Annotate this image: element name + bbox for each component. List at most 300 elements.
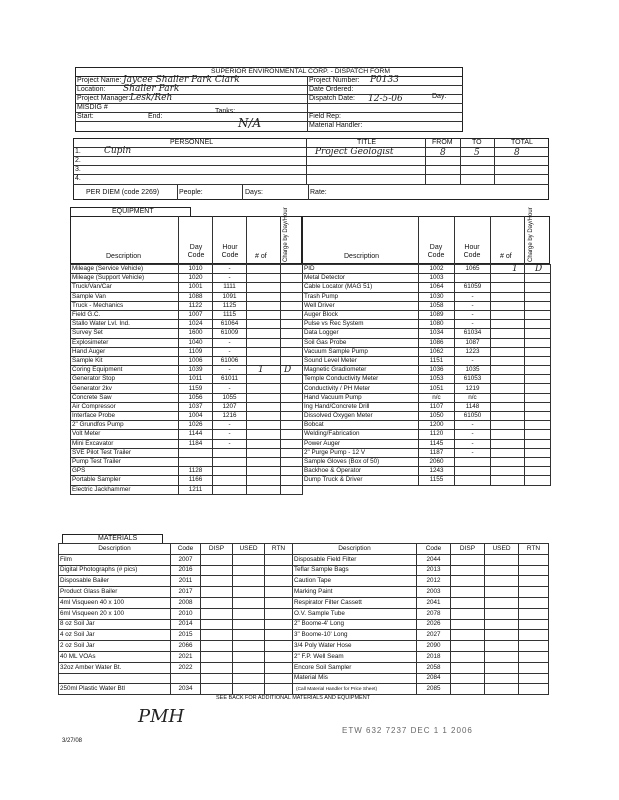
equipment-row: [303, 412, 551, 421]
equipment-day-code: n/c: [419, 393, 455, 402]
equipment-day-code: 1089: [419, 310, 455, 319]
equipment-charge-cell: [525, 448, 551, 457]
equipment-hour-code: 61006: [213, 356, 247, 365]
material-disp-cell: [451, 619, 485, 630]
equipment-count-cell: [247, 265, 281, 274]
equipment-description: Sample Van: [71, 292, 179, 301]
equip-mark-charge: D: [535, 264, 543, 274]
material-used-cell: [485, 641, 519, 652]
equipment-hour-code: 61059: [455, 283, 491, 292]
equipment-row: [303, 366, 551, 375]
material-disp-cell: [201, 641, 233, 652]
materials-left-table: [58, 543, 293, 695]
label-dispatch-date: Dispatch Date:: [309, 95, 355, 102]
material-rtn-cell: [519, 554, 549, 565]
equipment-charge-cell: [525, 421, 551, 430]
equipment-count-cell: [491, 467, 525, 476]
value-project-name: Jaycee Shaller Park Clark: [123, 75, 240, 85]
value-project-manager: Lesk/Reh: [130, 93, 173, 103]
material-code: 2044: [417, 554, 451, 565]
equipment-day-code: 1155: [419, 476, 455, 485]
equipment-charge-cell: [525, 292, 551, 301]
material-row: [59, 662, 293, 673]
value-location: Shaller Park: [123, 84, 180, 94]
equipment-hour-code: -: [213, 421, 247, 430]
equipment-charge-cell: [281, 274, 303, 283]
material-rtn-cell: [265, 587, 293, 598]
personnel-row-num: 2.: [75, 157, 81, 164]
equipment-count-cell: [247, 338, 281, 347]
materials-small-note: (Call Material Handler for Price Sheet): [296, 687, 378, 692]
equipment-day-code: 1107: [419, 402, 455, 411]
material-description: Disposable Field Filter: [293, 554, 417, 565]
equipment-row: [303, 421, 551, 430]
equipment-charge-cell: [281, 448, 303, 457]
equipment-charge-cell: [281, 329, 303, 338]
equipment-hour-code: 1216: [213, 412, 247, 421]
equipment-count-cell: [247, 292, 281, 301]
equipment-row: [303, 320, 551, 329]
material-used-cell: [233, 576, 265, 587]
equipment-description: Truck/Van/Car: [71, 283, 179, 292]
equipment-day-code: 1011: [179, 375, 213, 384]
equip-mark-num: 1: [258, 365, 264, 375]
mat-right-col-description: Description: [293, 544, 417, 555]
mat-left-col-used: USED: [233, 544, 265, 555]
equipment-hour-code: 1207: [213, 402, 247, 411]
material-row: [293, 651, 549, 662]
equipment-row: [303, 384, 551, 393]
material-rtn-cell: [519, 673, 549, 684]
personnel-col-total: TOTAL: [511, 139, 533, 146]
equipment-count-cell: [491, 439, 525, 448]
equipment-charge-cell: [525, 347, 551, 356]
equipment-hour-code: -: [213, 430, 247, 439]
equipment-description: Power Auger: [303, 439, 419, 448]
equipment-description: Pump Test Trailer: [71, 457, 179, 466]
value-dispatch-date: 12-5-06: [368, 94, 403, 104]
equipment-day-code: 1144: [179, 430, 213, 439]
material-code: 2034: [171, 684, 201, 695]
material-description: Caution Tape: [293, 576, 417, 587]
equipment-row: [71, 384, 303, 393]
equipment-count-cell: [491, 347, 525, 356]
equipment-count-cell: [247, 301, 281, 310]
material-code: 2058: [417, 662, 451, 673]
material-description: Product Glass Bailer: [59, 587, 171, 598]
material-description: 2" F.P. Well Seam: [293, 651, 417, 662]
personnel-row-total: 8: [514, 148, 520, 158]
personnel-col-from: FROM: [432, 139, 453, 146]
equipment-charge-cell: [281, 476, 303, 485]
equipment-description: Bobcat: [303, 421, 419, 430]
equipment-row: [303, 430, 551, 439]
equipment-description: Dump Truck & Driver: [303, 476, 419, 485]
equipment-row: [71, 356, 303, 365]
equipment-row: [71, 457, 303, 466]
equipment-row: [303, 402, 551, 411]
equipment-day-code: 1056: [179, 393, 213, 402]
personnel-row-to: 5: [474, 148, 480, 158]
equipment-hour-code: [213, 485, 247, 494]
personnel-row-num: 3.: [75, 166, 81, 173]
equipment-day-code: 1122: [179, 301, 213, 310]
equipment-description: Pulse vs Rec System: [303, 320, 419, 329]
equipment-row: [303, 457, 551, 466]
equipment-left-table: [70, 264, 303, 495]
material-description: 40 ML VOAs: [59, 651, 171, 662]
material-used-cell: [485, 554, 519, 565]
material-rtn-cell: [265, 651, 293, 662]
material-code: 2012: [417, 576, 451, 587]
personnel-col-to: TO: [472, 139, 482, 146]
equip-right-col-day: Day Code: [427, 244, 445, 259]
equipment-description: Generator 2kv: [71, 384, 179, 393]
equipment-row: [71, 283, 303, 292]
material-description: Encore Soil Sampler: [293, 662, 417, 673]
equipment-description: Auger Block: [303, 310, 419, 319]
equipment-day-code: 1600: [179, 329, 213, 338]
equipment-day-code: 1004: [179, 412, 213, 421]
equipment-hour-code: 1115: [213, 310, 247, 319]
equipment-hour-code: 1148: [455, 402, 491, 411]
equipment-row: [71, 310, 303, 319]
equipment-description: Soil Gas Probe: [303, 338, 419, 347]
equipment-day-code: 1166: [179, 476, 213, 485]
equipment-description: PID: [303, 265, 419, 274]
material-row: [59, 641, 293, 652]
personnel-row-num: 1.: [75, 148, 81, 155]
equipment-count-cell: [247, 476, 281, 485]
personnel-row-from: 8: [440, 148, 446, 158]
material-rtn-cell: [265, 630, 293, 641]
equipment-count-cell: [491, 329, 525, 338]
form-title: SUPERIOR ENVIRONMENTAL CORP. - DISPATCH FORM: [211, 68, 391, 75]
material-row: [293, 630, 549, 641]
equipment-count-cell: [247, 402, 281, 411]
equipment-row: [303, 283, 551, 292]
material-description: 8 oz Soil Jar: [59, 619, 171, 630]
label-start: Start:: [77, 113, 94, 120]
equipment-row: [71, 274, 303, 283]
equipment-description: Trash Pump: [303, 292, 419, 301]
label-project-name: Project Name:: [77, 77, 122, 84]
material-disp-cell: [201, 673, 233, 684]
equipment-row: [303, 356, 551, 365]
equipment-count-cell: [247, 375, 281, 384]
equipment-day-code: 1007: [179, 310, 213, 319]
material-description: [59, 673, 171, 684]
material-row: [293, 565, 549, 576]
material-row: [59, 673, 293, 684]
equipment-hour-code: -: [455, 301, 491, 310]
equipment-description: Portable Sampler: [71, 476, 179, 485]
material-row: [59, 651, 293, 662]
equipment-description: SVE Pilot Test Trailer: [71, 448, 179, 457]
material-row: [293, 608, 549, 619]
equipment-charge-cell: [281, 292, 303, 301]
label-tanks: Tanks:: [215, 108, 236, 115]
material-description: Material Mis: [293, 673, 417, 684]
mat-left-col-rtn: RTN: [265, 544, 293, 555]
equipment-charge-cell: [281, 412, 303, 421]
equipment-day-code: 1159: [179, 384, 213, 393]
equipment-count-cell: [491, 366, 525, 375]
equipment-description: Concrete Saw: [71, 393, 179, 402]
equipment-description: 2" Grundfos Pump: [71, 421, 179, 430]
material-description: Film: [59, 554, 171, 565]
equipment-count-cell: [491, 301, 525, 310]
label-end: End:: [148, 113, 163, 120]
equipment-row: [71, 476, 303, 485]
equipment-charge-cell: [525, 356, 551, 365]
equipment-description: Electric Jackhammer: [71, 485, 179, 494]
equipment-charge-cell: [525, 366, 551, 375]
equipment-day-code: 1200: [419, 421, 455, 430]
equipment-description: Air Compressor: [71, 402, 179, 411]
equipment-hour-code: [213, 448, 247, 457]
equipment-row: [71, 467, 303, 476]
equipment-charge-cell: [281, 347, 303, 356]
equipment-day-code: 1053: [419, 375, 455, 384]
equipment-charge-cell: [525, 393, 551, 402]
material-disp-cell: [201, 554, 233, 565]
equipment-charge-cell: [525, 476, 551, 485]
equipment-hour-code: -: [455, 421, 491, 430]
equipment-charge-cell: [281, 467, 303, 476]
material-row: [293, 597, 549, 608]
equipment-hour-code: -: [455, 448, 491, 457]
perdiem-people-label: People:: [179, 189, 203, 196]
equipment-charge-cell: [281, 320, 303, 329]
equipment-description: Volt Meter: [71, 430, 179, 439]
material-code: 2041: [417, 597, 451, 608]
equipment-hour-code: [455, 476, 491, 485]
material-disp-cell: [201, 630, 233, 641]
equipment-count-cell: [247, 485, 281, 494]
equipment-charge-cell: [525, 375, 551, 384]
equipment-day-code: 1030: [419, 292, 455, 301]
equip-right-col-description: Description: [344, 253, 380, 260]
equipment-charge-cell: [525, 384, 551, 393]
equipment-day-code: 1051: [419, 384, 455, 393]
equipment-row: [303, 310, 551, 319]
equipment-description: Field G.C.: [71, 310, 179, 319]
equipment-charge-cell: [525, 457, 551, 466]
equipment-description: Mileage (Support Vehicle): [71, 274, 179, 283]
equipment-row: [71, 292, 303, 301]
material-code: 2026: [417, 619, 451, 630]
mat-left-col-disp: DISP: [201, 544, 233, 555]
personnel-row-title: Project Geologist: [315, 147, 394, 157]
equipment-row: [71, 347, 303, 356]
equipment-hour-code: [455, 274, 491, 283]
material-disp-cell: [451, 576, 485, 587]
materials-right-table: [292, 543, 549, 695]
equipment-charge-cell: [525, 320, 551, 329]
equipment-row: [303, 347, 551, 356]
equipment-hour-code: 1087: [455, 338, 491, 347]
material-description: 2" Boome-4' Long: [293, 619, 417, 630]
equipment-hour-code: 1091: [213, 292, 247, 301]
equipment-day-code: 1088: [179, 292, 213, 301]
equipment-description: Stallo Water Lvl. Ind.: [71, 320, 179, 329]
material-disp-cell: [451, 641, 485, 652]
equipment-count-cell: [491, 265, 525, 274]
equipment-day-code: 1036: [419, 366, 455, 375]
equipment-description: Mini Excavator: [71, 439, 179, 448]
equipment-day-code: 1086: [419, 338, 455, 347]
equipment-row: [71, 430, 303, 439]
equipment-charge-cell: [281, 301, 303, 310]
equipment-charge-cell: [525, 301, 551, 310]
equipment-row: [71, 448, 303, 457]
equipment-hour-code: -: [213, 347, 247, 356]
label-misdig: MISDIG #: [77, 104, 108, 111]
equipment-day-code: 1026: [179, 421, 213, 430]
equipment-description: Survey Set: [71, 329, 179, 338]
material-row: [59, 554, 293, 565]
equipment-count-cell: [491, 375, 525, 384]
equipment-hour-code: -: [213, 265, 247, 274]
equipment-count-cell: [247, 457, 281, 466]
equipment-description: Welding/Fabrication: [303, 430, 419, 439]
equipment-day-code: 1109: [179, 347, 213, 356]
equipment-day-code: 1034: [419, 329, 455, 338]
equip-right-col-hour: Hour Code: [463, 244, 481, 259]
material-row: [59, 608, 293, 619]
equipment-day-code: 1003: [419, 274, 455, 283]
equipment-count-cell: [491, 421, 525, 430]
material-rtn-cell: [265, 641, 293, 652]
equipment-description: Data Logger: [303, 329, 419, 338]
equipment-day-code: 1080: [419, 320, 455, 329]
material-code: 2027: [417, 630, 451, 641]
equipment-charge-cell: [525, 338, 551, 347]
material-code: 2022: [171, 662, 201, 673]
perdiem-label: PER DIEM (code 2269): [86, 189, 160, 196]
material-row: [293, 662, 549, 673]
material-disp-cell: [451, 565, 485, 576]
equipment-hour-code: -: [455, 439, 491, 448]
material-used-cell: [485, 587, 519, 598]
equipment-day-code: 1002: [419, 265, 455, 274]
equipment-day-code: 1128: [179, 467, 213, 476]
equipment-row: [71, 329, 303, 338]
equipment-description: Mileage (Service Vehicle): [71, 265, 179, 274]
equipment-count-cell: [247, 467, 281, 476]
material-rtn-cell: [265, 576, 293, 587]
label-field-rep: Field Rep:: [309, 113, 341, 120]
equipment-row: [71, 421, 303, 430]
equipment-hour-code: -: [455, 292, 491, 301]
equipment-description: Hand Vacuum Pump: [303, 393, 419, 402]
equipment-count-cell: [491, 448, 525, 457]
equipment-row: [71, 402, 303, 411]
material-disp-cell: [451, 662, 485, 673]
equipment-day-code: 1062: [419, 347, 455, 356]
equipment-count-cell: [491, 292, 525, 301]
equip-right-col-num: # of: [500, 253, 512, 260]
equipment-day-code: 1037: [179, 402, 213, 411]
material-code: 2078: [417, 608, 451, 619]
material-disp-cell: [451, 608, 485, 619]
equipment-row: [71, 301, 303, 310]
material-disp-cell: [451, 673, 485, 684]
equipment-charge-cell: [281, 439, 303, 448]
material-disp-cell: [451, 630, 485, 641]
equipment-hour-code: -: [455, 356, 491, 365]
equipment-description: Vacuum Sample Pump: [303, 347, 419, 356]
material-code: 2017: [171, 587, 201, 598]
equipment-row: [303, 292, 551, 301]
equipment-day-code: 1064: [419, 283, 455, 292]
material-disp-cell: [451, 651, 485, 662]
material-description: 3/4 Poly Water Hose: [293, 641, 417, 652]
material-rtn-cell: [519, 651, 549, 662]
equipment-row: [303, 476, 551, 485]
material-rtn-cell: [519, 641, 549, 652]
equipment-row: [71, 320, 303, 329]
equipment-count-cell: [491, 412, 525, 421]
equipment-count-cell: [247, 329, 281, 338]
equipment-hour-code: [213, 476, 247, 485]
equipment-hour-code: 1065: [455, 265, 491, 274]
material-code: 2014: [171, 619, 201, 630]
equipment-count-cell: [491, 393, 525, 402]
equipment-charge-cell: [525, 467, 551, 476]
equipment-day-code: 1145: [419, 439, 455, 448]
equipment-row: [303, 448, 551, 457]
equipment-day-code: [179, 448, 213, 457]
material-used-cell: [485, 619, 519, 630]
equipment-description: Well Driver: [303, 301, 419, 310]
label-project-manager: Project Manager:: [77, 95, 131, 102]
equipment-row: [71, 393, 303, 402]
material-disp-cell: [201, 619, 233, 630]
material-description: Disposable Bailer: [59, 576, 171, 587]
material-rtn-cell: [265, 565, 293, 576]
material-used-cell: [233, 608, 265, 619]
material-disp-cell: [451, 597, 485, 608]
equipment-charge-cell: [525, 283, 551, 292]
equipment-day-code: 2060: [419, 457, 455, 466]
material-row: [293, 587, 549, 598]
equipment-day-code: 1006: [179, 356, 213, 365]
material-code: 2010: [171, 608, 201, 619]
equipment-hour-code: -: [455, 310, 491, 319]
material-description: Teflar Sample Bags: [293, 565, 417, 576]
material-used-cell: [485, 630, 519, 641]
material-rtn-cell: [519, 662, 549, 673]
equipment-hour-code: 61050: [455, 412, 491, 421]
material-used-cell: [233, 597, 265, 608]
equipment-charge-cell: [525, 329, 551, 338]
equipment-count-cell: [247, 384, 281, 393]
material-rtn-cell: [265, 597, 293, 608]
material-description: 3" Boome-10' Long: [293, 630, 417, 641]
label-location: Location:: [77, 86, 106, 93]
material-used-cell: [485, 684, 519, 695]
personnel-row-num: 4.: [75, 175, 81, 182]
equip-left-col-description: Description: [106, 253, 142, 260]
equipment-description: GPS: [71, 467, 179, 476]
equipment-description: Sound Level Meter: [303, 356, 419, 365]
equipment-charge-cell: [281, 485, 303, 494]
equipment-row: [303, 329, 551, 338]
fax-stamp: ETW 632 7237 DEC 1 1 2006: [342, 726, 473, 735]
equip-right-col-charge: Charge by Day/Hour: [528, 207, 534, 262]
